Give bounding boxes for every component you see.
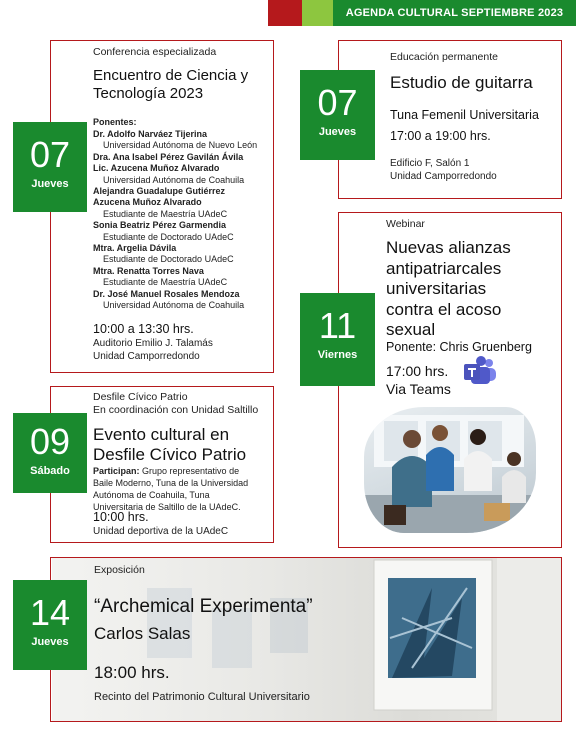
speaker-name: Dr. Adolfo Narváez Tijerina [93, 129, 208, 139]
event-title-line: Nuevas alianzas [386, 238, 511, 257]
event-title: Evento cultural en [93, 425, 230, 444]
event-category: Desfile Cívico Patrio [93, 391, 188, 403]
event-category: Conferencia especializada [93, 46, 217, 58]
date-badge [13, 413, 87, 493]
speaker-name: Mtra. Argelia Dávila [93, 243, 177, 254]
date-weekday: Jueves [31, 178, 69, 190]
speakers-list [93, 129, 257, 312]
event-artist: Carlos Salas [94, 624, 191, 643]
speaker-affiliation: Estudiante de Maestría UAdeC [103, 277, 228, 288]
speaker-affiliation: Universidad Autónoma de Nuevo León [103, 140, 258, 151]
event-participants: Baile Moderno, Tuna de la Universidad [93, 478, 249, 488]
date-day: 11 [318, 305, 357, 346]
event-title: Tecnología 2023 [93, 85, 204, 102]
event-participants: Autónoma de Coahuila, Tuna [93, 490, 210, 500]
event-category: Educación permanente [390, 51, 498, 63]
banner-red-block [268, 0, 302, 26]
event-title-line: sexual [386, 320, 436, 339]
event-place: Unidad Camporredondo [93, 351, 200, 362]
event-time: 17:00 hrs. [386, 363, 449, 379]
event-time: 10:00 hrs. [93, 510, 149, 524]
event-category: Exposición [94, 564, 145, 576]
event-participants: Universitaria de Saltillo de la UAdeC. [93, 502, 241, 512]
banner-title: AGENDA CULTURAL SEPTIEMBRE 2023 [333, 0, 576, 26]
speaker-affiliation: Estudiante de Doctorado UAdeC [103, 231, 234, 242]
speaker-name: Sonia Beatriz Pérez Garmendia [93, 220, 227, 231]
date-day: 07 [317, 82, 358, 123]
speakers-label: Ponentes: [93, 117, 137, 127]
speaker-name: Azucena Muñoz Alvarado [93, 197, 202, 208]
event-time: 17:00 a 19:00 hrs. [390, 129, 491, 143]
event-title: Encuentro de Ciencia y [93, 67, 249, 84]
event-title-line: contra el acoso [386, 299, 502, 319]
date-badge [13, 122, 87, 212]
date-weekday: Jueves [318, 126, 357, 138]
date-badge [300, 293, 375, 386]
event-place: Unidad deportiva de la UAdeC [93, 526, 229, 537]
speaker-name: Mtra. Renatta Torres Nava [93, 265, 204, 276]
date-day: 14 [29, 592, 71, 633]
date-day: 07 [29, 134, 71, 175]
date-badge [13, 580, 87, 670]
header-banner [268, 0, 576, 26]
event-time: 18:00 hrs. [94, 663, 170, 682]
event-place: Unidad Camporredondo [390, 171, 497, 182]
teams-icon [462, 356, 498, 386]
event-place: Edificio F, Salón 1 [390, 158, 470, 169]
webinar-photo [364, 407, 536, 533]
event-time: 10:00 a 13:30 hrs. [93, 322, 194, 336]
speaker-name: Alejandra Guadalupe Gutiérrez [93, 186, 226, 197]
event-speaker: Ponente: Chris Gruenberg [386, 340, 532, 354]
event-title-line: antipatriarcales [386, 258, 502, 278]
date-day: 09 [29, 421, 71, 462]
date-weekday: Viernes [317, 349, 358, 361]
speaker-name: Lic. Azucena Muñoz Alvarado [93, 163, 220, 174]
event-place: Auditorio Emilio J. Talamás [93, 338, 213, 349]
speaker-affiliation: Universidad Autónoma de Coahuila [103, 300, 245, 311]
event-performer: Tuna Femenil Universitaria [390, 108, 539, 122]
speaker-name: Dr. José Manuel Rosales Mendoza [93, 288, 240, 299]
speaker-name: Dra. Ana Isabel Pérez Gavilán Ávila [93, 151, 244, 162]
banner-lime-block [302, 0, 333, 26]
event-card-exhibition [50, 557, 562, 722]
date-weekday: Sábado [30, 465, 70, 477]
date-weekday: Jueves [31, 636, 69, 648]
event-title-line: universitarias [386, 279, 487, 298]
speaker-affiliation: Universidad Autónoma de Coahuila [103, 174, 245, 185]
event-title: “Archemical Experimenta” [94, 596, 313, 617]
event-title [386, 238, 511, 341]
date-badge [300, 70, 375, 160]
speaker-affiliation: Estudiante de Maestría UAdeC [103, 208, 228, 219]
speaker-affiliation: Estudiante de Doctorado UAdeC [103, 254, 234, 265]
event-place: Recinto del Patrimonio Cultural Universitario [94, 691, 310, 703]
event-participants: Participan: Grupo representativo de [93, 466, 240, 476]
event-title: Desfile Cívico Patrio [93, 445, 247, 464]
event-category: Webinar [386, 218, 425, 230]
event-subcategory: En coordinación con Unidad Saltillo [93, 404, 259, 416]
event-title: Estudio de guitarra [390, 73, 533, 92]
event-platform: Via Teams [386, 381, 451, 397]
